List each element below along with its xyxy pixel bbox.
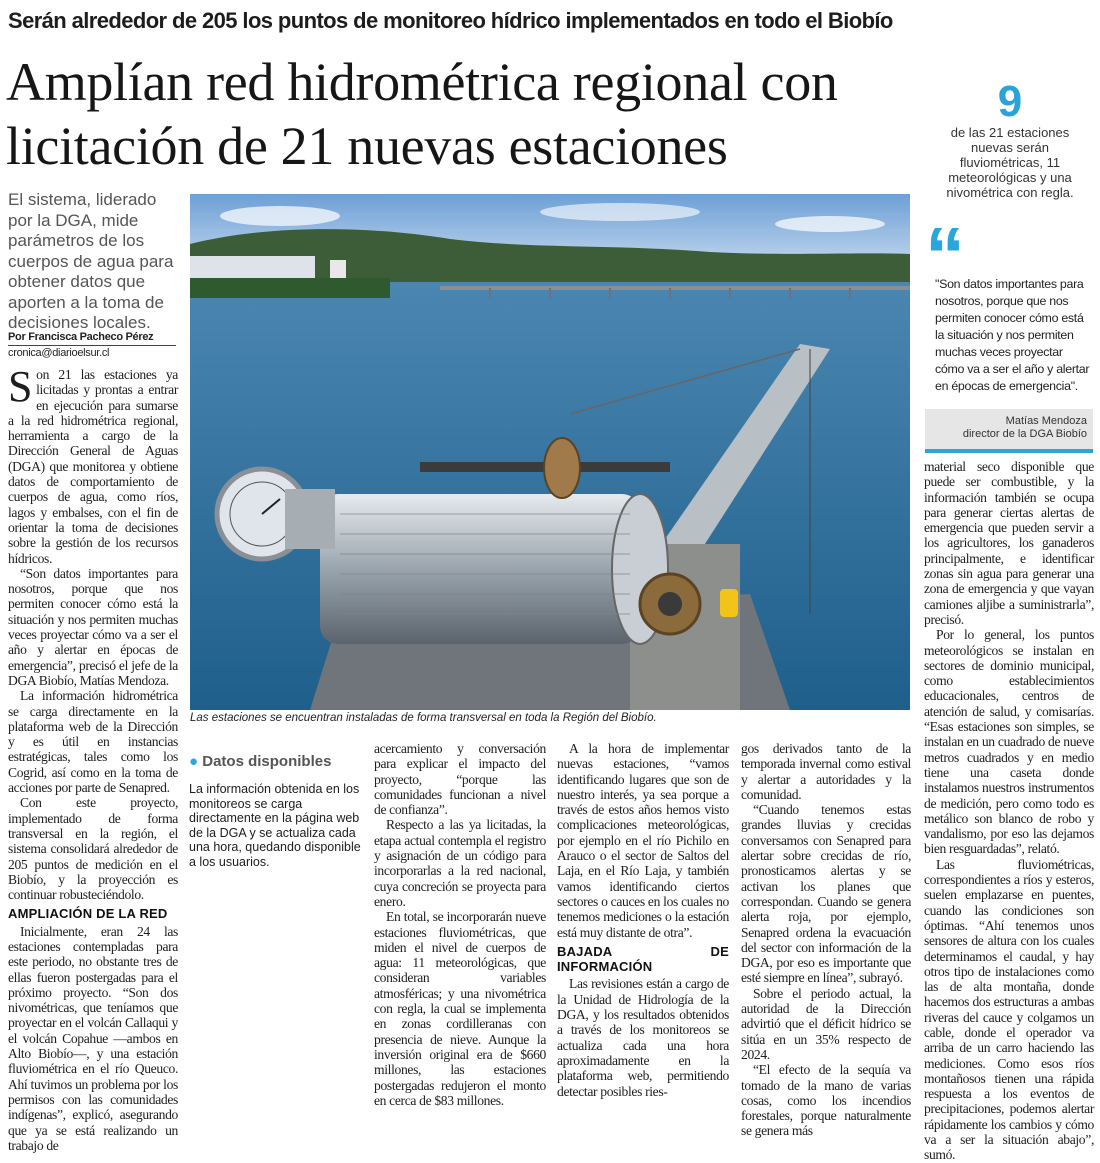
sidebar-box-title: [189, 753, 365, 770]
author-email: cronica@diarioelsur.cl: [8, 347, 110, 359]
col5-paragraph-3: Las fluviométricas, correspondientes a ríos y esteros, suelen emplazarse en puentes, cuando las condiciones son óptimas. “Ahí tenemos unos sensores de altura con los cuales determinamos el caudal, y hay otros tipo de instalaciones como las de alta montaña, donde hacemos dos estructuras a ambas riveras del cauce y colgamos un cable, donde el operador va arriba de un carro haciendo las mediciones. Como esos ríos montañosos tienen una rápida respuesta a los eventos de precipitaciones, podemos alertar rápidamente los cambios y cómo va a ser la situación abajo”, sumó.: [924, 856, 1094, 1163]
article-column-5: [924, 459, 1094, 1163]
col3-paragraph-2: Las revisiones están a cargo de la Unidad de Hidrología de la DGA, y los resultados obtenidos a través de los monitoreos se actualiza cada una hora aproximadamente en la plataforma web, permitiendo detectar posibles ries-: [557, 976, 729, 1099]
col3-paragraph-1: A la hora de implementar nuevas estaciones, “vamos identificando lugares que son de nuestro interés, ya sea porque a través de estos años hemos visto complicaciones meteorológicas, por ejemplo en el río Pichilo en Arauco o el sector de Saltos del Laja, en el Río Laja, y también vamos identificando ciertos sectores o cauces en los cuales no tenemos mediciones o la estación está muy distante de otra”.: [557, 741, 729, 940]
stat-text: de las 21 estaciones nuevas serán fluviométricas, 11 meteorológicas y una nivométrica con regla.: [946, 125, 1074, 200]
photo-caption: Las estaciones se encuentran instaladas de forma transversal en toda la Región del Biobío.: [190, 712, 657, 724]
col4-paragraph-2: “Cuando tenemos estas grandes lluvias y crecidas conversamos con Senapred para alertar sobre crecidas de río, pronosticamos alertas y se activan los planes que correspondan. Cuando se genera alerta roja, por ejemplo, Senapred ordena la evacuación del sector con información de la DGA, por eso es importante que esté siempre en línea”, subrayó.: [741, 802, 911, 986]
col4-paragraph-3: Sobre el periodo actual, la autoridad de la Dirección advirtió que el déficit hídrico se sitúa en un 35% respecto de 2024.: [741, 985, 911, 1062]
col4-paragraph-4: “El efecto de la sequía va tomado de la mano de varias cosas, como los incendios forestales, porque naturalmente se genera más: [741, 1062, 911, 1139]
col1-paragraph-3: La información hidrométrica se carga directamente en la plataforma web de la Dirección y es útil en instancias estratégicas, tales como los Cogrid, así como en la toma de acciones por parte de Senapred.: [8, 688, 178, 796]
col2-paragraph-3: En total, se incorporarán nueve estaciones fluviométricas, que miden el nivel de cuerpos de agua: 11 meteorológicas, que consideran variables atmosféricas; y una nivométrica con regla, la cual se implementa en zonas cordilleranas con presencia de nieve. Aunque la inversión original era de $660 millones, las estaciones postergadas redujeron el monto en cerca de $83 millones.: [374, 909, 546, 1108]
col5-paragraph-2: Por lo general, los puntos meteorológicos se instalan en sectores de dominio municipal, como establecimientos educacionales, centros de atención de salud, y comisarías. “Esas estaciones son simples, se instalan en un cuadrado de nueve metros cuadrados y en medio tiene una caseta donde instalamos nuestros instrumentos de medición, pero como todo es metálico son blanco de robo y vandalismo, por eso las dejamos bien resguardadas”, relató.: [924, 627, 1094, 857]
dropcap: S: [8, 362, 33, 411]
article-photo: [190, 194, 910, 710]
article-column-4: [741, 741, 911, 1139]
col1-paragraph-1: on 21 las estaciones ya licitadas y prontas a entrar en ejecución para sumarse a la red hidrométrica regional, herramienta a cargo de la Dirección General de Aguas (DGA) que monitorea y obtiene datos de comportamiento de cuerpos de agua, como ríos, lagos y embalses, con el fin de orientar la toma de decisiones sobre la gestión de los recursos hídricos.: [8, 367, 178, 566]
quote-mark-icon: “: [925, 211, 965, 300]
subhead-bajada: BAJADA DE INFORMACIÓN: [557, 943, 729, 975]
headline: Amplían red hidrométrica regional con licitación de 21 nuevas estaciones: [6, 52, 838, 176]
col4-paragraph-1: gos derivados tanto de la temporada invernal como estival y alertar a autoridades y la comunidad.: [741, 741, 911, 802]
sidebar-box-title-text: Datos disponibles: [202, 753, 332, 770]
stat-number: 9: [997, 77, 1023, 126]
quote-attribution: [925, 409, 1093, 453]
quote-role: director de la DGA Biobío: [962, 428, 1087, 440]
quote-name: Matías Mendoza: [1005, 415, 1087, 427]
col1-paragraph-5: Inicialmente, eran 24 las estaciones contempladas para este periodo, no obstante tres de ellas fueron postergadas para el próximo proyecto. “Son dos nivométricas, que teníamos que proyectar en el volcán Callaqui y el volcán Copahue —ambos en Alto Biobío—, y una estación fluviométrica en el río Queuco. Ahí tuvimos un problema por los permisos con las comunidades indígenas”, explicó, asegurando que ya se está realizando un trabajo de: [8, 923, 178, 1153]
sidebar-box: [189, 753, 365, 869]
col2-paragraph-1: acercamiento y conversación para explicar el impacto del proyecto, “porque las comunidades funcionan a nivel de confianza”.: [374, 741, 546, 818]
article-column-1: [8, 362, 178, 1153]
col1-paragraph-2: “Son datos importantes para nosotros, porque que nos permiten conocer cómo está la situación y nos permiten muchas veces proyectar cómo va a ser el año y alertar en épocas de emergencia”, precisó el jefe de la DGA Biobío, Matías Mendoza.: [8, 565, 178, 688]
article-column-3: [557, 741, 729, 1099]
bullet-icon: ●: [189, 753, 203, 770]
river-gauge-photo: [190, 194, 910, 710]
sidebar-box-text: La información obtenida en los monitoreos se carga directamente en la página web de la DGA y se actualiza cada una hora, quedando disponible a los usuarios.: [189, 782, 361, 869]
col1-paragraph-4: Con este proyecto, implementado de forma transversal en la región, el sistema consolidará alrededor de 205 puntos de medición en el Biobío, y la proyección es continuar robusteciéndolo.: [8, 795, 178, 903]
col5-paragraph-1: material seco disponible que puede ser combustible, y la información también se ocupa para generar ciertas alertas de emergencia que pueden servir a los agricultores, los ganaderos principalmente, e identificar zonas sin agua para generar una zona de emergencia y que vayan camiones aljibe a suministrarla”, precisó.: [924, 459, 1094, 627]
col2-paragraph-2: Respecto a las ya licitadas, la etapa actual contempla el registro y asignación de un código para incorporarlas a la red nacional, cuya concreción se proyecta para enero.: [374, 817, 546, 909]
pull-quote: [925, 211, 1093, 453]
subhead-ampliacion: AMPLIACIÓN DE LA RED: [8, 906, 168, 922]
lead-paragraph: El sistema, liderado por la DGA, mide parámetros de los cuerpos de agua para obtener datos que aporten a la toma de decisiones locales.: [8, 190, 174, 332]
quote-text: "Son datos importantes para nosotros, porque que nos permiten conocer cómo está la situación y nos permiten muchas veces proyectar cómo va a ser el año y alertar en épocas de emergencia".: [935, 277, 1090, 393]
byline: Por Francisca Pacheco Pérez: [8, 331, 176, 346]
article-column-2: [374, 741, 546, 1108]
kicker: Serán alrededor de 205 los puntos de monitoreo hídrico implementados en todo el Biobío: [8, 8, 893, 33]
